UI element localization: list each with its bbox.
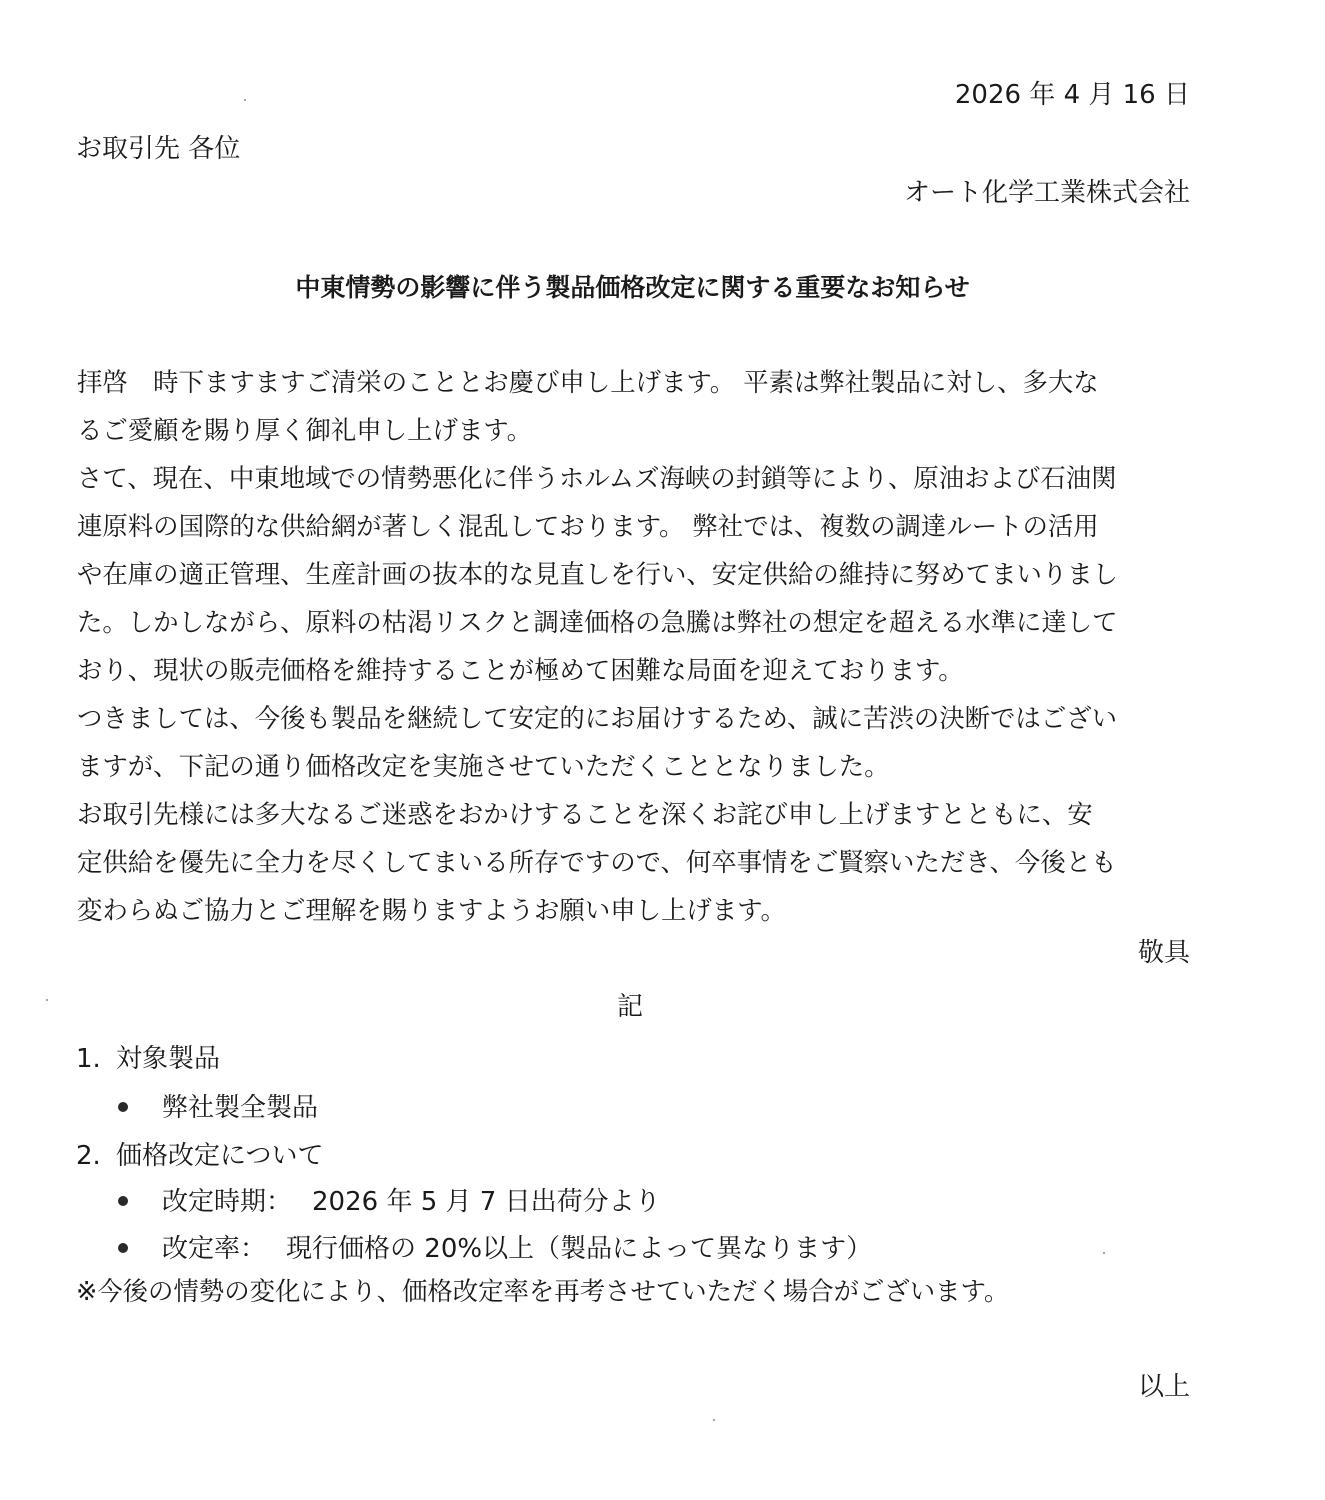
- body-line: 定供給を優先に全力を尽くしてまいる所存ですので、何卒事情をご賢察いただき、今後とも: [77, 847, 1117, 877]
- body-line: つきましては、今後も製品を継続して安定的にお届けするため、誠に苦渋の決断ではござい: [77, 703, 1117, 733]
- document-date: 2026 年 4 月 16 日: [954, 80, 1190, 110]
- bullet-label: 改定時期：: [162, 1187, 293, 1217]
- scan-speck: [46, 999, 48, 1001]
- body-line: た。しかしながら、原料の枯渇リスクと調達価格の急騰は弊社の想定を超える水準に達して: [77, 607, 1118, 637]
- closing-keigu: 敬具: [1137, 938, 1190, 968]
- bullet-icon: [118, 1196, 128, 1206]
- body-line: ますが、下記の通り価格改定を実施させていただくこととなりました。: [77, 751, 890, 781]
- body-line: お取引先様には多大なるご迷惑をおかけすることを深くお詫び申し上げますとともに、安: [77, 799, 1093, 829]
- bullet-text: 2026 年 5 月 7 日出荷分より: [312, 1187, 661, 1217]
- scan-speck: [1103, 1252, 1105, 1254]
- bullet-item: [118, 1181, 661, 1218]
- bullet-label: 改定率：: [162, 1234, 267, 1264]
- body-line: さて、現在、中東地域での情勢悪化に伴うホルムズ海峡の封鎖等により、原油および石油関: [77, 463, 1117, 493]
- sender-company: オート化学工業株式会社: [903, 178, 1190, 208]
- ki-heading: 記: [616, 992, 643, 1022]
- bullet-text: 弊社製全製品: [162, 1093, 319, 1123]
- body-line: 拝啓 時下ますますご清栄のこととお慶び申し上げます。 平素は弊社製品に対し、多大な: [77, 367, 1099, 397]
- bullet-item: [118, 1087, 318, 1124]
- footnote: ※今後の情勢の変化により、価格改定率を再考させていただく場合がございます。: [76, 1276, 1010, 1306]
- body-line: 変わらぬご協力とご理解を賜りますようお願い申し上げます。: [77, 895, 786, 925]
- notice-title: 中東情勢の影響に伴う製品価格改定に関する重要なお知らせ: [295, 273, 970, 302]
- recipient-line: お取引先 各位: [76, 134, 241, 164]
- bullet-icon: [118, 1243, 128, 1253]
- scan-speck: [244, 99, 246, 101]
- bullet-icon: [118, 1102, 128, 1112]
- closing-ijo: 以上: [1137, 1372, 1190, 1402]
- body-line: や在庫の適正管理、生産計画の抜本的な見直しを行い、安定供給の維持に努めてまいりまし: [77, 559, 1119, 589]
- bullet-item: [118, 1228, 872, 1265]
- section-number: 2.: [76, 1141, 101, 1171]
- section-heading-1: [76, 1038, 220, 1075]
- section-number: 1.: [76, 1044, 101, 1074]
- section-title: 対象製品: [116, 1044, 221, 1074]
- section-heading-2: [76, 1135, 323, 1172]
- notice-body: [77, 358, 1192, 934]
- bullet-text: 現行価格の 20%以上（製品によって異なります）: [286, 1234, 873, 1264]
- body-line: るご愛顧を賜り厚く御礼申し上げます。: [77, 415, 532, 445]
- scan-speck: [713, 1419, 715, 1421]
- section-title: 価格改定について: [116, 1141, 324, 1171]
- body-line: おり、現状の販売価格を維持することが極めて困難な局面を迎えております。: [77, 655, 964, 685]
- body-line: 連原料の国際的な供給網が著しく混乱しております。 弊社では、複数の調達ルートの活用: [77, 511, 1099, 541]
